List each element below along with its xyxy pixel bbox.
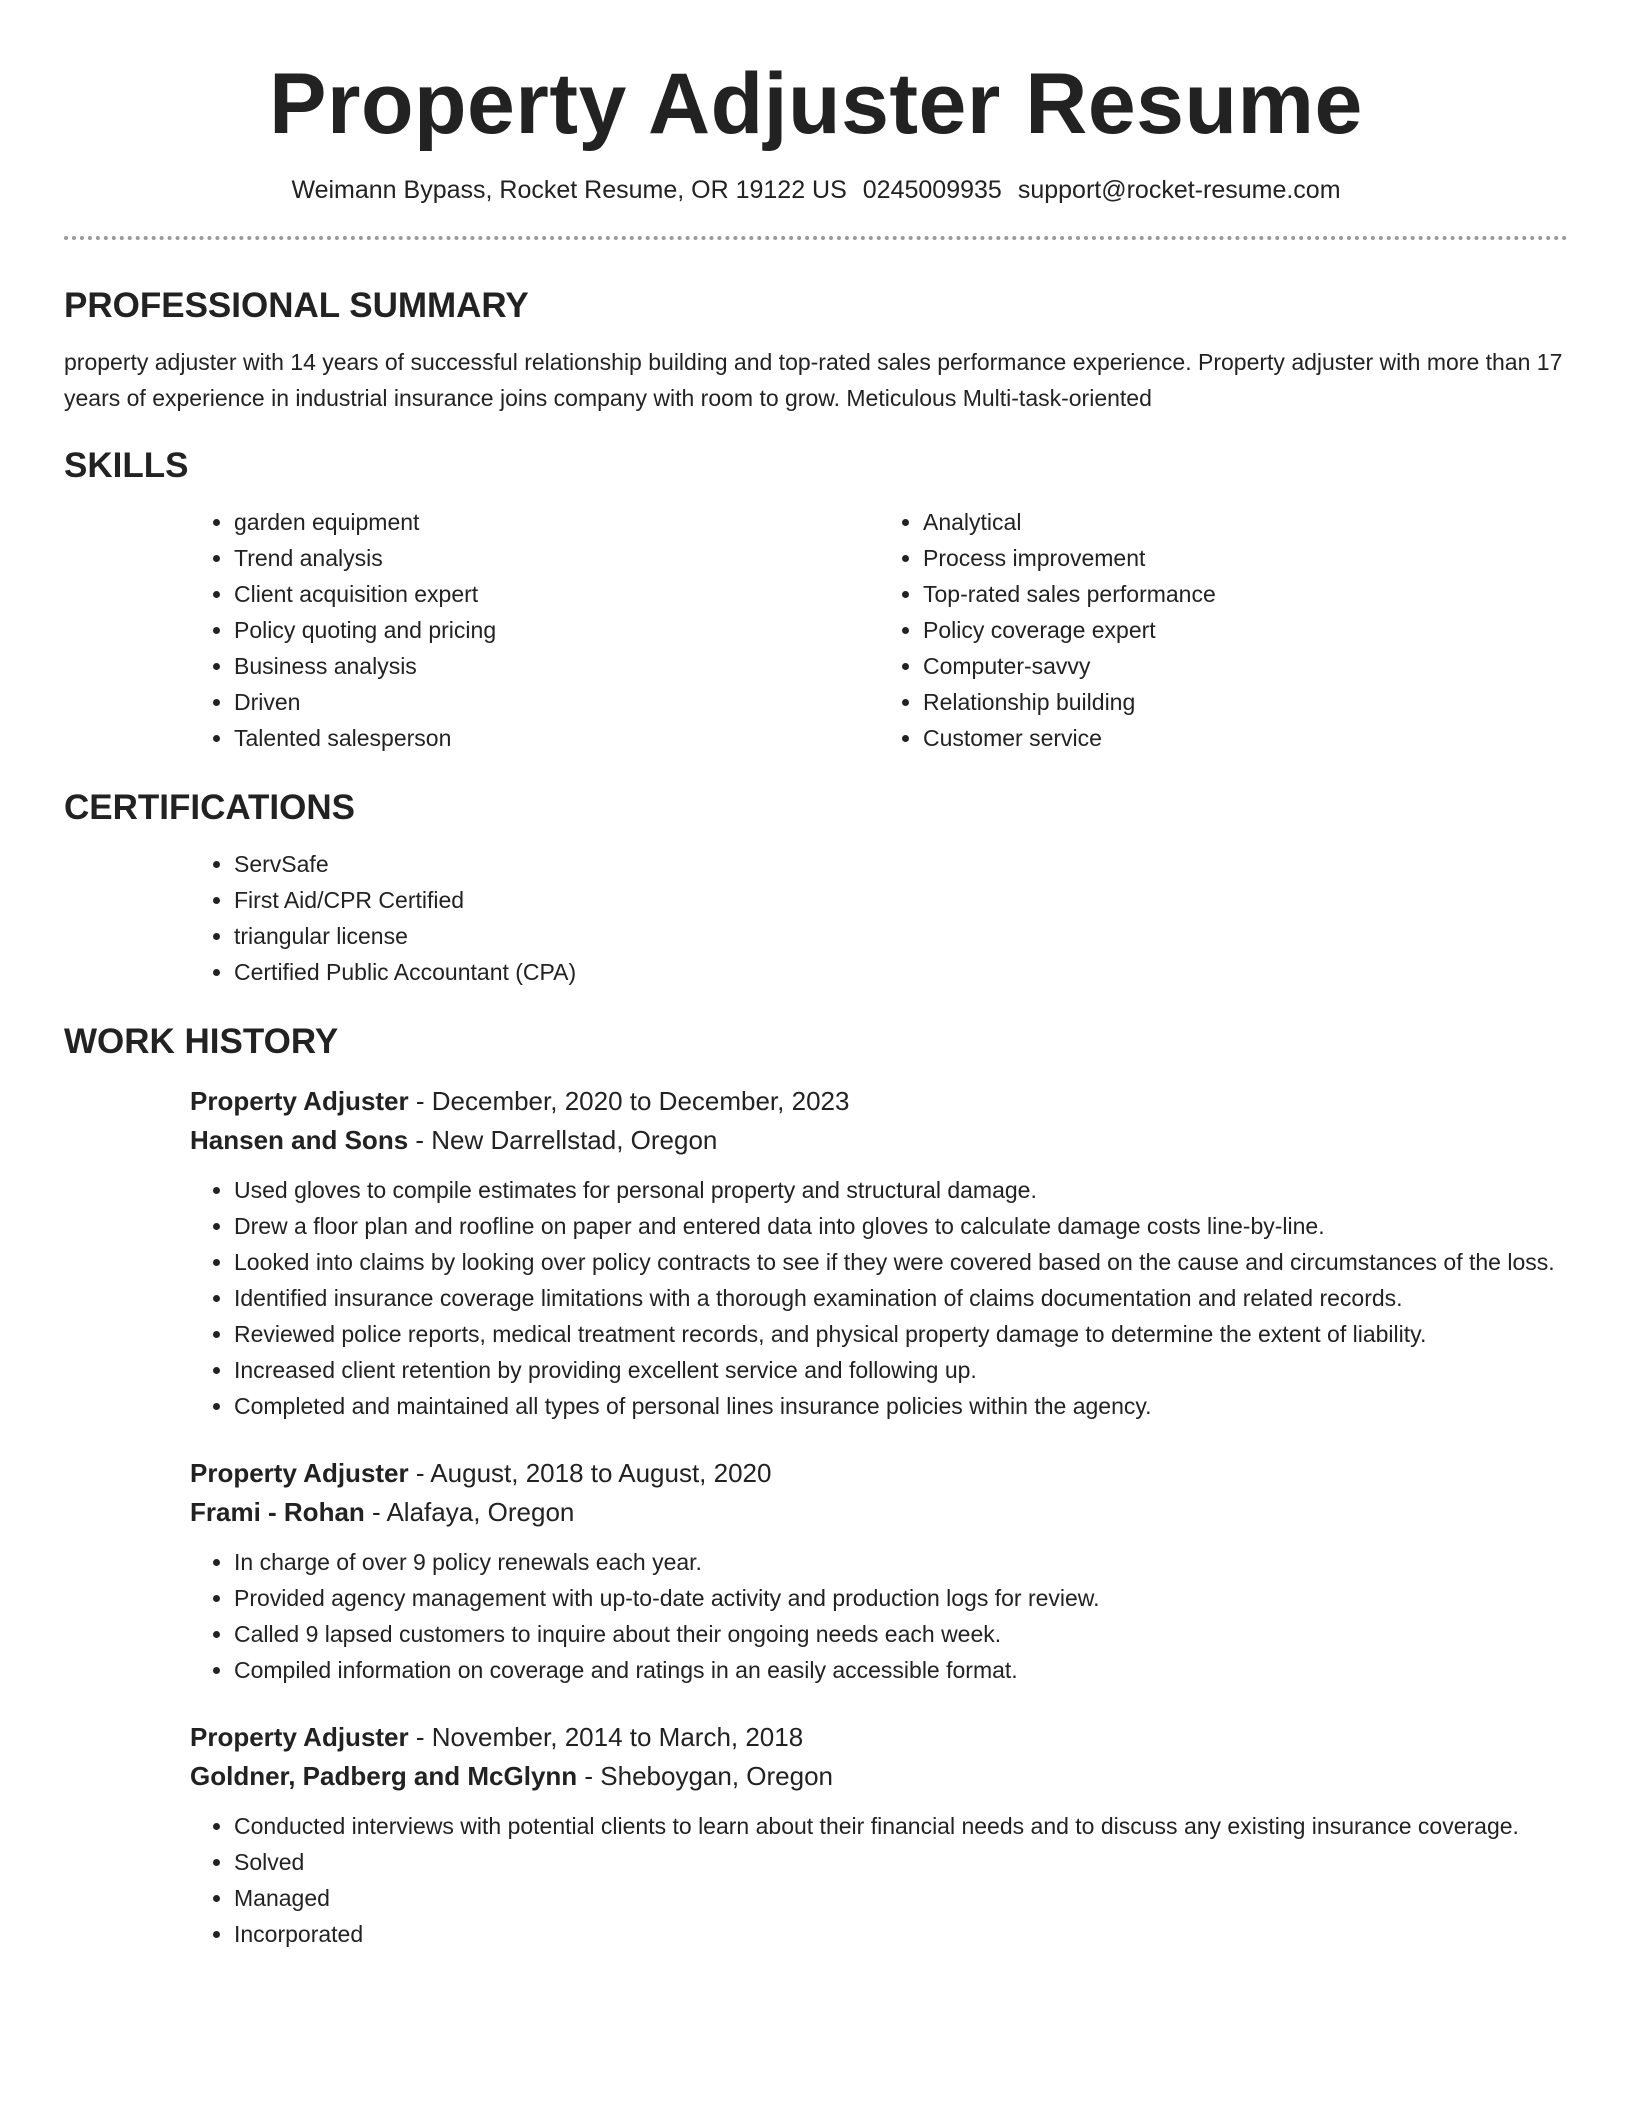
job-entry — [190, 1082, 1568, 1424]
skill-item: • Business analysis — [234, 648, 879, 684]
skill-item: • Relationship building — [923, 684, 1568, 720]
header-divider — [64, 236, 1568, 240]
skill-item: • Driven — [234, 684, 879, 720]
summary-heading: PROFESSIONAL SUMMARY — [64, 286, 529, 325]
job-dates: - November, 2014 to March, 2018 — [408, 1722, 804, 1752]
job-duties-list — [190, 1544, 1568, 1688]
contact-phone: 0245009935 — [862, 176, 1002, 204]
work-history-section — [64, 1020, 1568, 1952]
job-duty: • Increased client retention by providing excellent service and following up. — [234, 1352, 1568, 1388]
job-duty: • Compiled information on coverage and ratings in an easily accessible format. — [234, 1652, 1568, 1688]
skill-item: • Talented salesperson — [234, 720, 879, 756]
job-duties-list — [190, 1808, 1568, 1952]
certification-item: • ServSafe — [234, 846, 1568, 882]
skills-section — [64, 444, 1568, 756]
job-company-line — [190, 1121, 1568, 1160]
contact-address: Weimann Bypass, Rocket Resume, OR 19122 US — [291, 176, 847, 204]
resume-title: Property Adjuster Resume — [269, 56, 1363, 152]
skill-item: • Policy coverage expert — [923, 612, 1568, 648]
skills-list-right — [879, 504, 1568, 756]
job-duty: • Looked into claims by looking over policy contracts to see if they were covered based on the cause and circumstances of the loss. — [234, 1244, 1568, 1280]
job-role-line — [190, 1454, 1568, 1493]
job-dates: - December, 2020 to December, 2023 — [408, 1086, 850, 1116]
contact-line — [64, 174, 1568, 206]
job-duty: • Reviewed police reports, medical treatment records, and physical property damage to determine the extent of liability. — [234, 1316, 1568, 1352]
job-duty: • Identified insurance coverage limitations with a thorough examination of claims documentation and related records. — [234, 1280, 1568, 1316]
job-duties-list — [190, 1172, 1568, 1424]
job-role-line — [190, 1718, 1568, 1757]
job-company: Goldner, Padberg and McGlynn — [190, 1761, 578, 1791]
job-company: Hansen and Sons — [190, 1125, 409, 1155]
skill-item: • Trend analysis — [234, 540, 879, 576]
job-location: - Sheboygan, Oregon — [577, 1761, 834, 1791]
resume-page — [64, 0, 1568, 1952]
job-entry — [190, 1718, 1568, 1952]
work-history-heading: WORK HISTORY — [64, 1022, 339, 1061]
job-duty: • Solved — [234, 1844, 1568, 1880]
summary-section — [64, 284, 1568, 416]
skill-item: • Process improvement — [923, 540, 1568, 576]
job-role: Property Adjuster — [190, 1722, 409, 1752]
certifications-list — [190, 846, 1568, 990]
job-company: Frami - Rohan — [190, 1497, 365, 1527]
job-location: - New Darrellstad, Oregon — [408, 1125, 718, 1155]
contact-email: support@rocket-resume.com — [1017, 176, 1341, 204]
job-company-line — [190, 1493, 1568, 1532]
skill-item: • garden equipment — [234, 504, 879, 540]
summary-text: property adjuster with 14 years of successful relationship building and top-rated sales performance experience. Property adjuster with more than 17 years of experience in industrial insurance joins company with room to grow. Meticulous Multi-task-oriented — [64, 349, 1563, 411]
job-duty: • Conducted interviews with potential clients to learn about their financial needs and to discuss any existing insurance coverage. — [234, 1808, 1568, 1844]
certifications-heading: CERTIFICATIONS — [64, 788, 356, 827]
certification-item: • First Aid/CPR Certified — [234, 882, 1568, 918]
job-duty: • Used gloves to compile estimates for personal property and structural damage. — [234, 1172, 1568, 1208]
certifications-body — [190, 846, 1568, 990]
skills-heading: SKILLS — [64, 446, 189, 485]
job-company-line — [190, 1757, 1568, 1796]
job-location: - Alafaya, Oregon — [364, 1497, 575, 1527]
job-role-line — [190, 1082, 1568, 1121]
skills-columns — [190, 504, 1568, 756]
job-duty: • Completed and maintained all types of personal lines insurance policies within the agency. — [234, 1388, 1568, 1424]
skill-item: • Policy quoting and pricing — [234, 612, 879, 648]
certification-item: • triangular license — [234, 918, 1568, 954]
job-duty: • Provided agency management with up-to-date activity and production logs for review. — [234, 1580, 1568, 1616]
job-role: Property Adjuster — [190, 1458, 409, 1488]
skills-list-left — [190, 504, 879, 756]
job-entry — [190, 1454, 1568, 1688]
job-dates: - August, 2018 to August, 2020 — [408, 1458, 772, 1488]
skill-item: • Client acquisition expert — [234, 576, 879, 612]
job-duty: • Called 9 lapsed customers to inquire about their ongoing needs each week. — [234, 1616, 1568, 1652]
job-duty: • Drew a floor plan and roofline on paper and entered data into gloves to calculate damage costs line-by-line. — [234, 1208, 1568, 1244]
certifications-section — [64, 786, 1568, 990]
skill-item: • Top-rated sales performance — [923, 576, 1568, 612]
skill-item: • Customer service — [923, 720, 1568, 756]
skill-item: • Analytical — [923, 504, 1568, 540]
job-duty: • Incorporated — [234, 1916, 1568, 1952]
job-duty: • Managed — [234, 1880, 1568, 1916]
certification-item: • Certified Public Accountant (CPA) — [234, 954, 1568, 990]
job-role: Property Adjuster — [190, 1086, 409, 1116]
skill-item: • Computer-savvy — [923, 648, 1568, 684]
job-duty: • In charge of over 9 policy renewals each year. — [234, 1544, 1568, 1580]
